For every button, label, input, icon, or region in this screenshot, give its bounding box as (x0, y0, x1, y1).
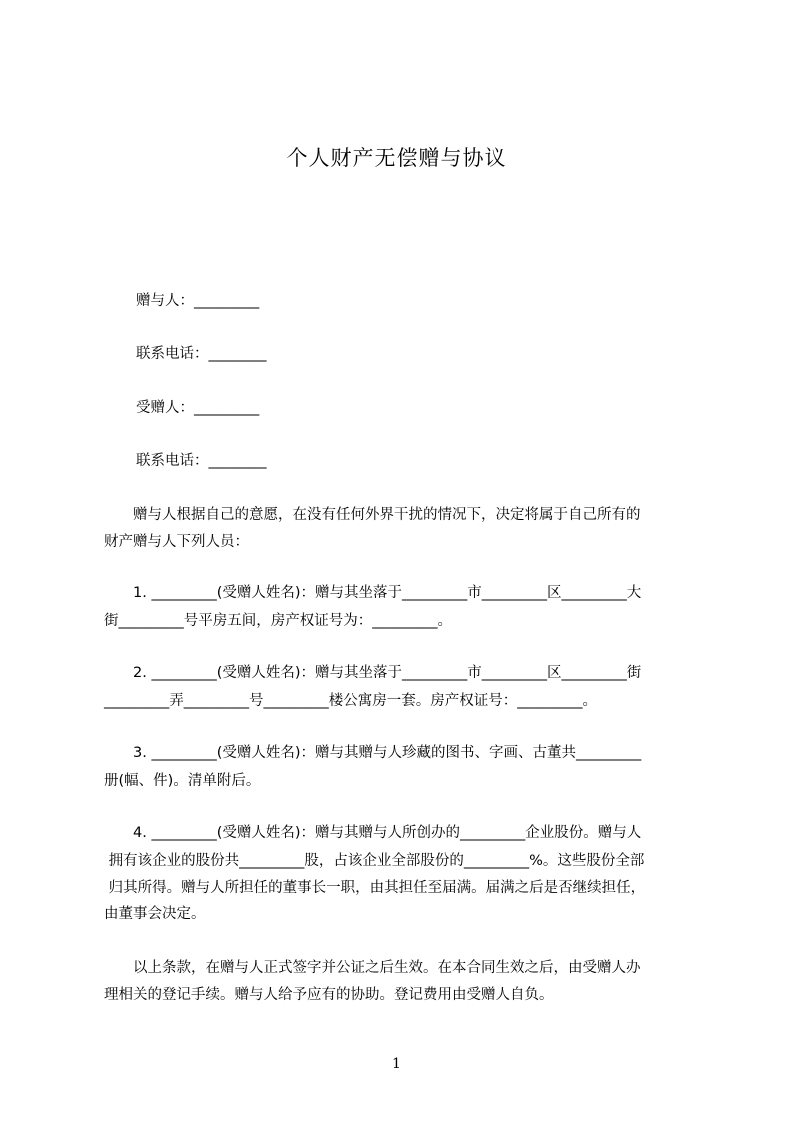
item4-line-2: 拥有该企业的股份共_________股，占该企业全部股份的_________%。这些股份全部 (104, 853, 645, 869)
item1-line-1: 1. _________(受赠人姓名)：赠与其坐落于_________市_________区_________大 (104, 585, 642, 601)
item1-line-2: 街_________号平房五间，房产权证号为：_________。 (104, 613, 452, 629)
item4-line-3: 归其所得。赠与人所担任的董事长一职，由其担任至届满。届满之后是否继续担任， (104, 880, 646, 896)
closing-line-2: 理相关的登记手续。赠与人给予应有的协助。登记费用由受赠人自负。 (104, 987, 554, 1003)
item2-line-2: _________弄_________号_________楼公寓房一套。房产权证号：_________。 (104, 693, 597, 709)
donor-phone-field: 联系电话：________ (136, 346, 267, 362)
item3-line-2: 册(幅、件)。清单附后。 (104, 773, 261, 789)
document-title: 个人财产无偿赠与协议 (286, 146, 507, 170)
page-number: 1 (392, 1056, 401, 1072)
recipient-phone-field: 联系电话：________ (136, 453, 267, 469)
intro-line-2: 财产赠与人下列人员： (104, 534, 249, 550)
donor-field: 赠与人：_________ (136, 293, 260, 309)
item3-line-1: 3. _________(受赠人姓名)：赠与其赠与人珍藏的图书、字画、古董共_________ (104, 745, 642, 761)
recipient-field: 受赠人：_________ (136, 400, 260, 416)
item2-line-1: 2. _________(受赠人姓名)：赠与其坐落于_________市_________区_________街 (104, 665, 642, 681)
item4-line-1: 4. _________(受赠人姓名)：赠与其赠与人所创办的_________企业股份。赠与人 (104, 825, 642, 841)
item4-line-4: 由董事会决定。 (104, 906, 206, 922)
intro-line-1: 赠与人根据自己的意愿，在没有任何外界干扰的情况下，决定将属于自己所有的 (104, 507, 641, 523)
closing-line-1: 以上条款，在赠与人正式签字并公证之后生效。在本合同生效之后，由受赠人办 (104, 960, 641, 976)
